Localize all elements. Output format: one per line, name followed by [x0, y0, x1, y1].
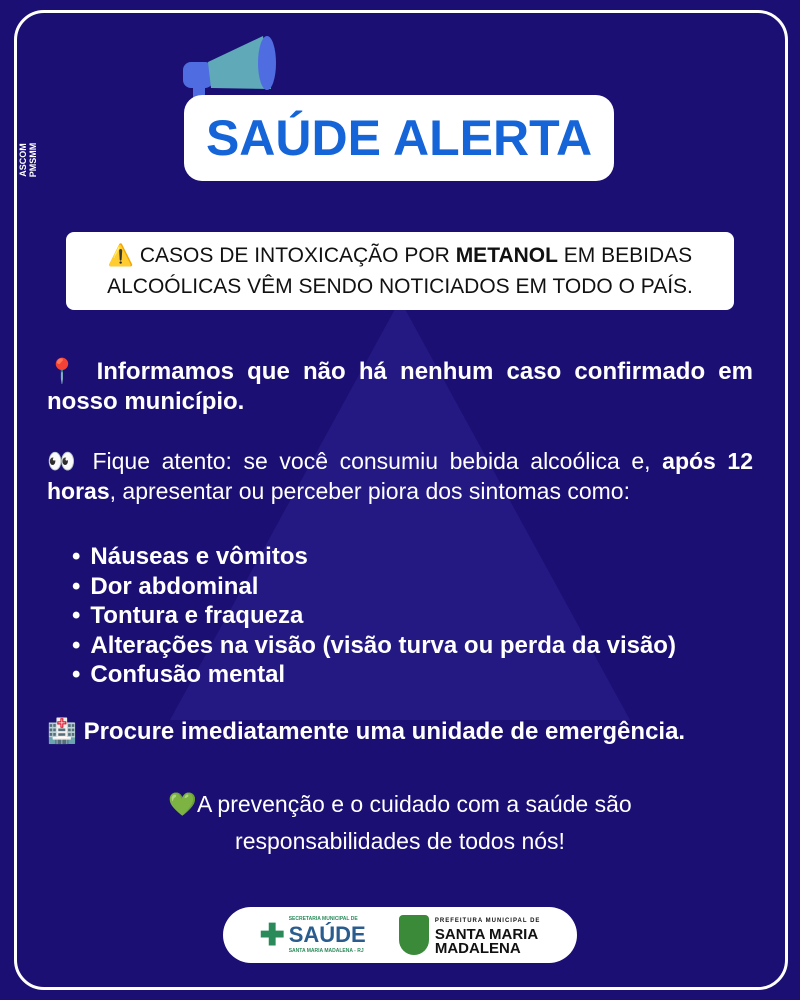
list-item: • Confusão mental	[72, 660, 676, 690]
prefeitura-logo	[399, 914, 541, 956]
attention-text: Fique atento: se você consumiu bebida alcoólica e,	[92, 448, 663, 474]
list-item: • Dor abdominal	[72, 572, 676, 602]
alert-box	[66, 232, 734, 310]
page-title: SAÚDE ALERTA	[184, 95, 614, 181]
pin-icon: 📍	[47, 358, 84, 385]
alert-text-end: EM BEBIDAS ALCOÓLICAS VÊM SENDO NOTICIADOS EM TODO O PAÍS.	[107, 244, 693, 298]
pref-logo-top: PREFEITURA MUNICIPAL DE	[434, 918, 541, 924]
list-item: • Náuseas e vômitos	[72, 542, 676, 572]
health-cross-icon: ✚	[259, 918, 285, 952]
attention-bold: após 12 horas	[47, 448, 754, 504]
logos-bar	[223, 907, 577, 963]
alert-text: CASOS DE INTOXICAÇÃO POR	[139, 244, 456, 267]
attention-paragraph	[47, 446, 753, 506]
list-item: • Tontura e fraqueza	[72, 601, 676, 631]
emergency-paragraph	[47, 717, 753, 747]
warning-icon: ⚠️	[107, 244, 134, 267]
attention-text-end: , apresentar ou perceber piora dos sintomas como:	[109, 478, 630, 504]
saude-logo-top: SECRETARIA MUNICIPAL DE	[288, 916, 358, 922]
saude-logo-sub: SANTA MARIA MADALENA - RJ	[288, 948, 364, 954]
side-credit: ASCOM PMSMM	[18, 142, 38, 178]
green-heart-icon: 💚	[168, 791, 197, 817]
info-text: Informamos que não há nenhum caso confirmado em nosso município.	[47, 358, 753, 415]
info-paragraph	[47, 357, 753, 417]
emergency-text: Procure imediatamente uma unidade de emergência.	[83, 718, 686, 745]
saude-logo-text: SAÚDE	[288, 922, 366, 947]
closing-paragraph	[0, 786, 800, 860]
alert-bold: METANOL	[455, 244, 558, 267]
eyes-icon: 👀	[47, 448, 81, 474]
symptom-list	[72, 542, 676, 690]
list-item: • Alterações na visão (visão turva ou perda da visão)	[72, 631, 676, 661]
closing-text: A prevenção e o cuidado com a saúde são responsabilidades de todos nós!	[196, 791, 632, 854]
pref-logo-line2: MADALENA	[434, 940, 521, 957]
hospital-icon: 🏥	[47, 718, 77, 745]
pref-logo-line1: SANTA MARIA	[434, 926, 539, 943]
saude-logo	[260, 916, 366, 954]
megaphone-icon	[183, 34, 278, 99]
coat-of-arms-icon	[399, 915, 429, 955]
